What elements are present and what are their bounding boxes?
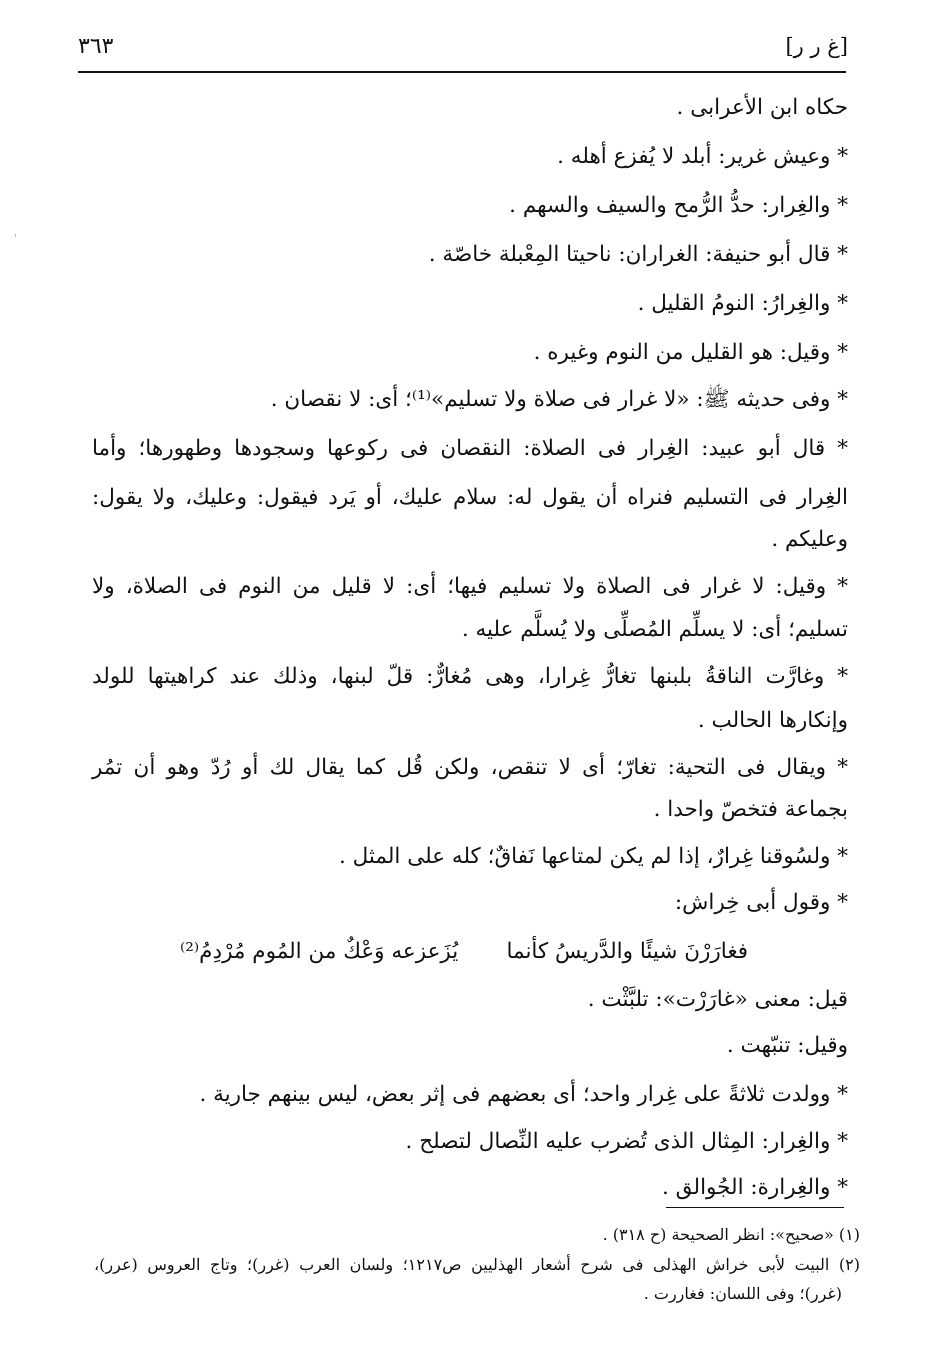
text-line: تسليم؛ أى: لا يسلِّم المُصلِّى ولا يُسلَّم عليه . <box>461 617 848 642</box>
text-line: * والغِرارُ: النومُ القليل . <box>637 291 848 316</box>
verse-right-hemistich: فغارَرْنَ شيئًا والدَّريسُ كأنما <box>506 939 748 964</box>
text-line: * ولسُوقنا غِرارٌ، إذا لم يكن لمتاعها نَفاقٌ؛ كله على المثل . <box>338 844 848 869</box>
footnote: (٢) البيت لأبى خراش الهذلى فى شرح أشعار الهذليين ص١٢١٧؛ ولسان العرب (غرر)؛ وتاج العروس (عرر)، <box>94 1255 861 1274</box>
text-line: وعليكم . <box>771 527 848 552</box>
text-line: * وفى حديثه ﷺ: «لا غرار فى صلاة ولا تسليم»⁽¹⁾؛ أى: لا نقصان . <box>270 387 848 412</box>
text-line: وإنكارها الحالب . <box>697 708 848 733</box>
text-line: وقيل: تنبّهت . <box>726 1033 848 1058</box>
text-line: * وقول أبى خِراش: <box>674 890 848 915</box>
verse-left-hemistich: يُزَعزعه وَعْكٌ من المُوم مُرْدِمُ⁽²⁾ <box>180 939 459 964</box>
footnote: (غرر)؛ وفى اللسان: فغاررت . <box>643 1284 842 1303</box>
scan-margin-mark <box>15 234 16 237</box>
text-line: قيل: معنى «غارَرْت»: تلبَّثْت . <box>587 987 848 1012</box>
text-line: الغِرار فى التسليم فنراه أن يقول له: سلام عليك، أو يَرد فيقول: وعليك، ولا يقول: <box>92 485 848 510</box>
text-line: * قال أبو حنيفة: الغراران: ناحيتا المِعْبلة خاصّة . <box>428 242 848 267</box>
text-line: * وقيل: هو القليل من النوم وغيره . <box>533 340 848 365</box>
text-line: * وولدت ثلاثةً على غِرار واحد؛ أى بعضهم فى إثر بعض، ليس بينهم جارية . <box>199 1082 848 1107</box>
footnote: (١) «صحيح»: انظر الصحيحة (ح ٣١٨) . <box>602 1225 860 1244</box>
footnote-rule <box>666 1207 844 1208</box>
text-line: * وغارَّت الناقةُ بلبنها تغارُّ غِرارا، وهى مُغارٌّ: قلّ لبنها، وذلك عند كراهيتها للولد <box>92 664 848 689</box>
text-line: * قال أبو عبيد: الغِرار فى الصلاة: النقصان فى ركوعها وسجودها وطهورها؛ وأما <box>92 436 848 461</box>
text-line: * وعيش غرير: أبلد لا يُفزع أهله . <box>557 144 848 169</box>
text-line: * ويقال فى التحية: تغارّ؛ أى لا تنقص، ولكن قُل كما يقال لك أو رُدّ وهو أن تمُر <box>92 755 848 780</box>
text-line: * والغِرار: حدُّ الرُّمح والسيف والسهم . <box>509 193 848 218</box>
page-number: ٣٦٣ <box>78 34 114 59</box>
entry-root-header: [غ ر ر] <box>785 34 848 58</box>
text-line: * وقيل: لا غرار فى الصلاة ولا تسليم فيها؛ أى: لا قليل من النوم فى الصلاة، ولا <box>92 574 848 599</box>
text-line: * والغِرارة: الجُوالق . <box>661 1175 848 1200</box>
text-line: حكاه ابن الأعرابى . <box>676 95 848 120</box>
header-rule <box>78 71 846 73</box>
text-line: بجماعة فتخصّ واحدا . <box>653 797 848 822</box>
text-line: * والغِرار: المِثال الذى تُضرب عليه النِّصال لتصلح . <box>405 1129 848 1154</box>
